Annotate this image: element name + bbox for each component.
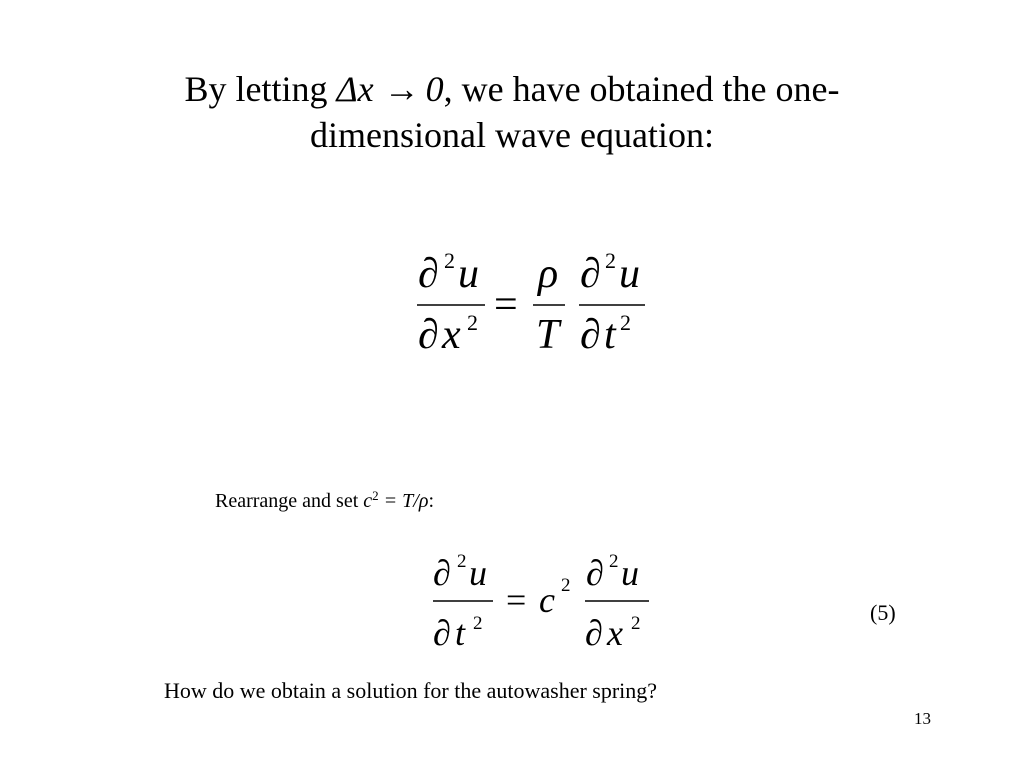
eq5-lhs-partial-top: ∂ [433, 553, 451, 593]
lhs-power-top: 2 [444, 248, 455, 273]
page-number: 13 [914, 709, 931, 728]
eq5-lhs-t: t [455, 613, 466, 653]
title-line-2: dimensional wave equation: [310, 115, 714, 155]
eq5-rhs-partial-bottom: ∂ [585, 613, 603, 653]
eq5-lhs-power-top: 2 [457, 551, 467, 572]
lhs-u: u [458, 251, 479, 297]
eq5-rhs-power-bottom: 2 [631, 613, 641, 634]
rhs-fraction [579, 248, 645, 358]
eq5-equals-sign: = [506, 580, 527, 620]
coefficient-fraction [533, 251, 565, 358]
rearrange-c: c [363, 490, 373, 512]
question-text: How do we obtain a solution for the autowasher spring? [164, 678, 658, 703]
eq5-rhs-u: u [621, 553, 639, 593]
slide-title [112, 66, 912, 158]
rhs-partial-top: ∂ [580, 251, 601, 297]
rhs-partial-bottom: ∂ [580, 312, 601, 358]
rearrange-colon: : [428, 490, 434, 512]
wave-equation [405, 240, 655, 370]
eq5-lhs-fraction [433, 551, 493, 653]
eq5-rhs-fraction [585, 551, 649, 653]
lhs-power-bottom: 2 [467, 310, 478, 335]
rearrange-rhs: = T/ρ [378, 490, 429, 512]
rhs-power-bottom: 2 [620, 310, 631, 335]
lhs-partial-top: ∂ [418, 251, 439, 297]
equals-sign: = [494, 282, 518, 328]
rearrange-power: 2 [372, 488, 379, 503]
tension-T: T [536, 312, 560, 358]
title-delta-x: Δx [336, 69, 374, 109]
eq5-rhs-partial-top: ∂ [586, 553, 604, 593]
rearrange-prefix: Rearrange and set [215, 490, 364, 512]
equation-number: (5) [870, 600, 896, 625]
title-prefix: By letting [184, 69, 337, 109]
lhs-x: x [442, 312, 461, 358]
eq5-lhs-u: u [469, 553, 487, 593]
title-arrow: → [383, 69, 420, 109]
rhs-power-top: 2 [605, 248, 616, 273]
rearrange-text [215, 488, 434, 514]
eq5-lhs-power-bottom: 2 [473, 613, 483, 634]
title-limit: 0 [425, 69, 444, 109]
wave-equation-5 [425, 545, 665, 657]
eq5-rhs-x: x [607, 613, 623, 653]
lhs-fraction [417, 248, 485, 358]
title-line-1 [112, 66, 912, 112]
eq5-rhs-power-top: 2 [609, 551, 619, 572]
title-suffix: , we have obtained the one- [443, 69, 840, 109]
eq5-wave-speed-c: c [539, 580, 555, 620]
rho-symbol: ρ [538, 251, 559, 297]
eq5-c-power: 2 [561, 575, 571, 596]
lhs-partial-bottom: ∂ [418, 312, 439, 358]
rhs-t: t [604, 312, 616, 358]
eq5-lhs-partial-bottom: ∂ [433, 613, 451, 653]
rhs-u: u [619, 251, 640, 297]
